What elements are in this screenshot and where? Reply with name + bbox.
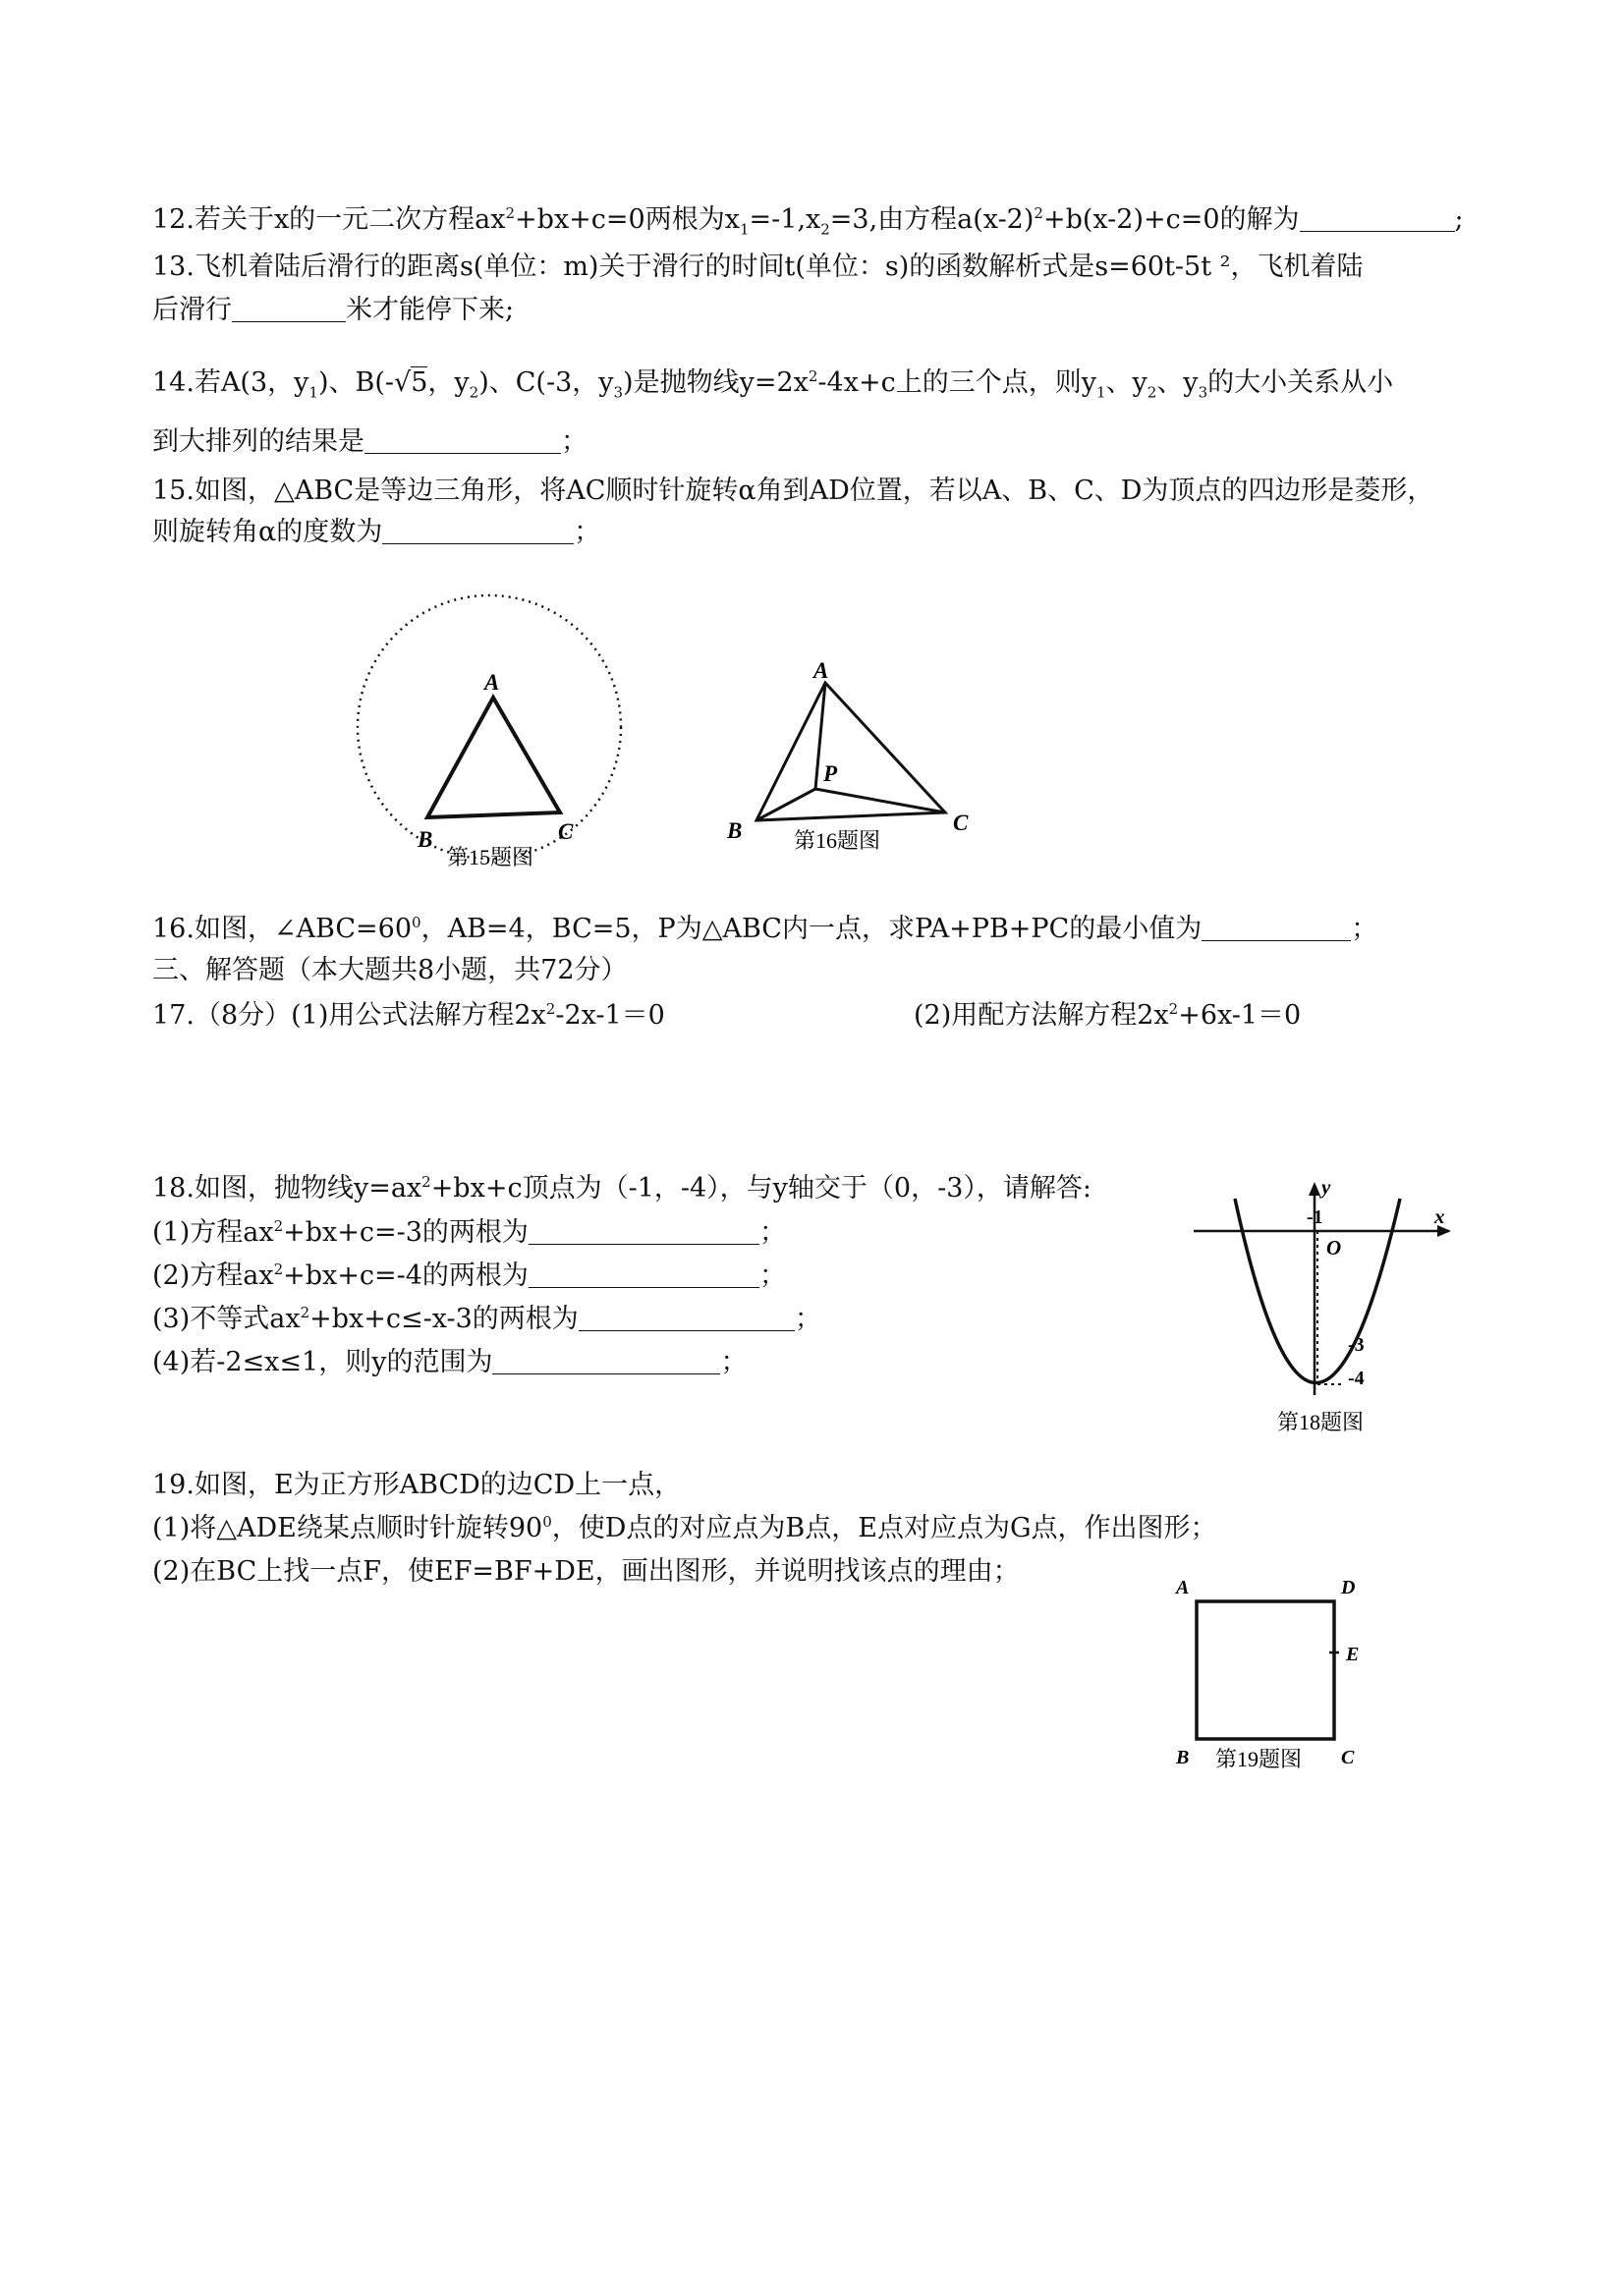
question-13-line1: 13.飞机着陆后滑行的距离s(单位：m)关于滑行的时间t(单位：s)的函数解析式是s=60t-5t ²，飞机着陆 bbox=[152, 252, 1364, 282]
q16-text: ，AB=4，BC=5，P为△ABC内一点，求PA+PB+PC的最小值为 bbox=[420, 914, 1203, 944]
q14-text: ； bbox=[561, 426, 588, 457]
label-d: D bbox=[1341, 1577, 1356, 1598]
figure-16 bbox=[717, 653, 982, 860]
label-b: B bbox=[727, 818, 743, 843]
question-15-line2 bbox=[152, 515, 600, 550]
q19-text: (1)将△ADE绕某点顺时针旋转90 bbox=[152, 1513, 543, 1543]
question-18-part2 bbox=[152, 1259, 786, 1294]
q14-sub: 1 bbox=[1095, 383, 1106, 402]
answer-blank-18-3[interactable] bbox=[579, 1305, 795, 1331]
q14-text: 、y bbox=[1105, 367, 1147, 398]
q12-text: =3,由方程a(x-2) bbox=[829, 204, 1035, 235]
sqrt-symbol: √ bbox=[394, 367, 412, 398]
sqrt-radicand: 5 bbox=[411, 367, 428, 398]
q12-sup: 2 bbox=[1034, 204, 1043, 222]
question-15-line1: 15.如图，△ABC是等边三角形，将AC顺时针旋转α角到AD位置，若以A、B、C、D为顶点的四边形是菱形， bbox=[152, 476, 1434, 506]
q14-text: -4x+c上的三个点，则y bbox=[817, 367, 1096, 398]
q12-sub: 2 bbox=[820, 220, 830, 239]
q17-text: (2)用配方法解方程2x bbox=[914, 1000, 1169, 1031]
q14-text: )是抛物线y=2x bbox=[623, 367, 809, 398]
y-axis-arrow bbox=[1309, 1182, 1320, 1196]
square-abcd bbox=[1197, 1601, 1334, 1739]
degree-sup: 0 bbox=[412, 914, 421, 931]
figure-19-caption: 第19题图 bbox=[1215, 1747, 1303, 1771]
label-c: C bbox=[953, 811, 969, 835]
figure-16-caption: 第16题图 bbox=[794, 828, 881, 853]
q14-sub: 2 bbox=[1147, 383, 1157, 402]
q16-text: 16.如图，∠ABC=60 bbox=[152, 914, 413, 944]
q14-text: ，y bbox=[427, 367, 470, 398]
label-e: E bbox=[1346, 1644, 1360, 1665]
figure-15-caption: 第15题图 bbox=[447, 845, 534, 869]
q18-sup: 2 bbox=[273, 1260, 284, 1278]
label-p: P bbox=[823, 761, 838, 786]
figure-18-caption: 第18题图 bbox=[1277, 1410, 1365, 1434]
q17-text: 17.（8分）(1)用公式法解方程2x bbox=[152, 1000, 546, 1031]
q12-sup: 2 bbox=[505, 204, 516, 222]
q19-text: ，使D点的对应点为B点，E点对应点为G点，作出图形； bbox=[551, 1513, 1217, 1543]
question-18-part3 bbox=[152, 1302, 821, 1337]
q15-text: ； bbox=[574, 517, 601, 547]
q18-text: (4)若-2≤x≤1，则y的范围为 bbox=[152, 1347, 493, 1377]
question-18-part1 bbox=[152, 1215, 786, 1251]
q14-sup: 2 bbox=[808, 367, 818, 385]
q14-text: 14.若A(3，y bbox=[152, 367, 309, 398]
q17-text: -2x-1＝0 bbox=[555, 1000, 665, 1031]
q16-text: ； bbox=[1351, 914, 1378, 944]
q12-text: 12.若关于x的一元二次方程ax bbox=[152, 204, 506, 235]
question-19-part1 bbox=[152, 1511, 1217, 1546]
figure-15 bbox=[344, 589, 639, 884]
q13-text: 米才能停下来; bbox=[346, 295, 515, 325]
q12-text: +b(x-2)+c=0的解为 bbox=[1042, 204, 1300, 235]
q14-text: )、B(- bbox=[317, 367, 394, 398]
q18-text: ； bbox=[758, 1260, 786, 1291]
label-origin: O bbox=[1326, 1236, 1342, 1260]
answer-blank-18-2[interactable] bbox=[529, 1261, 759, 1288]
question-17-part2 bbox=[914, 998, 1301, 1034]
q14-text: )、C(-3，y bbox=[478, 367, 614, 398]
question-19-intro: 19.如图，E为正方形ABCD的边CD上一点， bbox=[152, 1470, 682, 1500]
figure-18 bbox=[1184, 1174, 1469, 1449]
q15-text: 则旋转角α的度数为 bbox=[152, 517, 383, 547]
answer-blank-18-1[interactable] bbox=[529, 1218, 759, 1245]
q14-sub: 3 bbox=[613, 383, 624, 402]
q18-text: ； bbox=[758, 1217, 786, 1248]
q18-sup: 2 bbox=[273, 1217, 284, 1235]
question-18-intro bbox=[152, 1171, 1091, 1206]
answer-blank-14[interactable] bbox=[364, 427, 561, 454]
dotted-circle bbox=[358, 595, 621, 859]
q13-text: 后滑行 bbox=[152, 295, 232, 325]
q14-text: 的大小关系从小 bbox=[1207, 367, 1394, 398]
q17-sup: 2 bbox=[1168, 1000, 1179, 1018]
label-b: B bbox=[418, 827, 433, 852]
q18-text: (1)方程ax bbox=[152, 1217, 274, 1248]
q17-sup: 2 bbox=[545, 1000, 556, 1018]
q18-text: +bx+c=-3的两根为 bbox=[283, 1217, 529, 1248]
answer-blank-13[interactable] bbox=[232, 296, 346, 322]
q17-text: +6x-1＝0 bbox=[1178, 1000, 1302, 1031]
q18-text: 18.如图，抛物线y=ax bbox=[152, 1173, 422, 1204]
q18-text: ； bbox=[794, 1304, 821, 1334]
q18-sup: 2 bbox=[421, 1173, 431, 1191]
question-19-part2: (2)在BC上找一点F，使EF=BF+DE，画出图形，并说明找该点的理由； bbox=[152, 1556, 1020, 1587]
triangle-abc bbox=[427, 698, 560, 817]
label-a: A bbox=[1176, 1577, 1190, 1598]
label-a: A bbox=[484, 670, 500, 695]
q14-sub: 3 bbox=[1198, 383, 1208, 402]
label-a: A bbox=[813, 658, 829, 683]
q14-text: 到大排列的结果是 bbox=[152, 426, 364, 457]
triangle-abc bbox=[756, 683, 945, 820]
degree-sup: 0 bbox=[542, 1513, 552, 1531]
q18-text: (2)方程ax bbox=[152, 1260, 274, 1291]
q12-text: ; bbox=[1454, 204, 1464, 235]
q14-text: 、y bbox=[1156, 367, 1199, 398]
label-c: C bbox=[558, 819, 574, 844]
label-b: B bbox=[1176, 1747, 1190, 1768]
figure-19 bbox=[1164, 1572, 1390, 1778]
q12-text: =-1,x bbox=[749, 204, 821, 235]
label-x: x bbox=[1434, 1204, 1445, 1228]
q14-sub: 2 bbox=[469, 383, 479, 402]
label-neg1: -1 bbox=[1307, 1206, 1323, 1228]
answer-blank-16[interactable] bbox=[1202, 915, 1351, 941]
q12-text: +bx+c=0两根为x bbox=[515, 204, 740, 235]
section-3-heading: 三、解答题（本大题共8小题，共72分） bbox=[152, 955, 628, 985]
answer-blank-12[interactable] bbox=[1300, 205, 1455, 232]
question-17-part1 bbox=[152, 998, 665, 1034]
q18-text: ； bbox=[720, 1347, 748, 1377]
label-neg3: -3 bbox=[1348, 1334, 1365, 1356]
q18-sup: 2 bbox=[300, 1304, 310, 1321]
q14-sub: 1 bbox=[308, 383, 318, 402]
answer-blank-18-4[interactable] bbox=[492, 1348, 720, 1374]
question-16 bbox=[152, 912, 1377, 947]
answer-blank-15[interactable] bbox=[382, 518, 574, 544]
question-14-line2 bbox=[152, 424, 588, 460]
question-14-line1 bbox=[152, 365, 1393, 401]
q12-sub: 1 bbox=[739, 220, 750, 239]
label-y: y bbox=[1321, 1175, 1331, 1199]
label-neg4: -4 bbox=[1348, 1368, 1365, 1389]
question-18-part4 bbox=[152, 1345, 747, 1380]
q18-text: +bx+c=-4的两根为 bbox=[283, 1260, 529, 1291]
q18-text: +bx+c≤-x-3的两根为 bbox=[309, 1304, 579, 1334]
q18-text: (3)不等式ax bbox=[152, 1304, 301, 1334]
label-c: C bbox=[1341, 1747, 1355, 1768]
question-12 bbox=[152, 202, 1464, 238]
q18-text: +bx+c顶点为（-1，-4），与y轴交于（0，-3），请解答: bbox=[430, 1173, 1091, 1204]
question-13-line2 bbox=[152, 293, 514, 328]
